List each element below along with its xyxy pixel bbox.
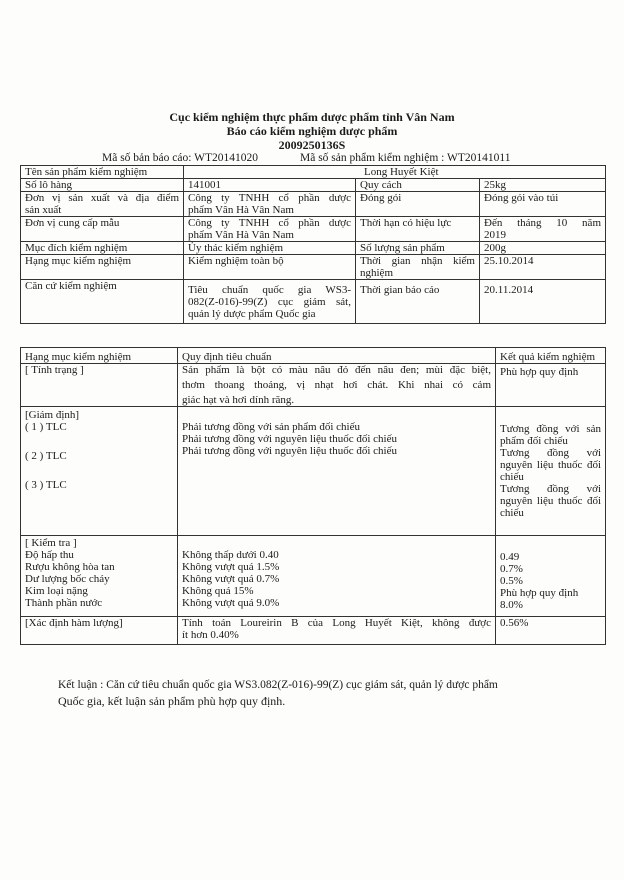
purpose-value: Ủy thác kiểm nghiệm (184, 242, 356, 255)
producer-label (21, 192, 184, 217)
result-line: Tương đồng với (500, 447, 601, 459)
validity-line: Đến tháng 10 năm (484, 217, 601, 229)
test-standard: Không thấp dưới 0.40 (182, 549, 279, 561)
agency-title: Cục kiểm nghiệm thực phẩm dược phẩm tỉnh Vân Nam (169, 110, 455, 124)
test-standard: Không vượt quá 9.0% (182, 597, 280, 609)
test-name: Thành phần nước (25, 597, 103, 609)
test-standard: Không quá 15% (182, 585, 254, 597)
result-line: nguyên liệu thuốc đối (500, 459, 601, 471)
product-code: Mã số sản phẩm kiểm nghiệm : WT20141011 (300, 152, 511, 164)
table-row (21, 536, 606, 617)
tlc-label: ( 2 ) TLC (25, 450, 67, 462)
standard-line: Phải tương đồng với nguyên liệu thuốc đối chiếu (182, 445, 397, 457)
report-number: 2009250136S (278, 138, 346, 152)
producer-line: phẩm Vân Hà Vân Nam (188, 204, 294, 216)
conclusion-line: Kết luận : Căn cứ tiêu chuẩn quốc gia WS3.082(Z-016)-99(Z) cục giám sát, quản lý dược phẩm (58, 679, 498, 691)
identification-standard (178, 407, 496, 536)
identification-result (496, 407, 606, 536)
received-label-line: Thời gian nhận kiểm (360, 255, 475, 267)
standard-line: Phải tương đồng với sản phẩm đối chiếu (182, 421, 360, 433)
batch-label: Số lô hàng (21, 179, 184, 192)
results-table (20, 347, 606, 645)
col-header-item: Hạng mục kiểm nghiệm (21, 348, 178, 364)
validity-label: Thời hạn có hiệu lực (356, 217, 480, 242)
result-line: chiếu (500, 471, 524, 483)
report-title: Báo cáo kiểm nghiệm dược phẩm (226, 124, 398, 138)
tlc-label: ( 3 ) TLC (25, 479, 67, 491)
appearance-standard (178, 364, 496, 407)
received-value: 25.10.2014 (480, 255, 606, 280)
info-table (20, 165, 606, 324)
identification-item (21, 407, 178, 536)
supplier-value (184, 217, 356, 242)
assay-item: [Xác định hàm lượng] (21, 617, 178, 645)
appearance-result: Phù hợp quy định (496, 364, 606, 407)
basis-label: Căn cứ kiểm nghiệm (21, 280, 184, 324)
assay-standard (178, 617, 496, 645)
report-code: Mã số bản báo cáo: WT20141020 (102, 152, 258, 164)
table-row (21, 364, 606, 407)
test-result: Phù hợp quy định (500, 587, 579, 599)
tests-item (21, 536, 178, 617)
test-standard: Không vượt quá 1.5% (182, 561, 280, 573)
result-line: Tương đồng với (500, 483, 601, 495)
report-date-label: Thời gian báo cáo (356, 280, 480, 324)
scope-label: Hạng mục kiểm nghiệm (21, 255, 184, 280)
validity-value (480, 217, 606, 242)
producer-label-line: Đơn vị sản xuất và địa điểm (25, 192, 179, 204)
batch-value: 141001 (184, 179, 356, 192)
standard-line: Phải tương đồng với nguyên liệu thuốc đối chiếu (182, 433, 397, 445)
tests-heading: [ Kiểm tra ] (25, 537, 77, 549)
supplier-line: phẩm Vân Hà Vân Nam (188, 229, 294, 241)
packing-value: Đóng gói vào túi (480, 192, 606, 217)
standard-line: Tính toán Loureirin B của Long Huyết Kiệt, không được (182, 617, 491, 629)
test-result: 8.0% (500, 599, 523, 611)
scope-value: Kiểm nghiệm toàn bộ (184, 255, 356, 280)
table-row (21, 617, 606, 645)
col-header-result: Kết quả kiểm nghiệm (496, 348, 606, 364)
supplier-line: Công ty TNHH cổ phần dược (188, 217, 351, 229)
standard-line: giác hạt và hơi dính răng. (182, 394, 295, 406)
quantity-value: 200g (480, 242, 606, 255)
conclusion (58, 677, 568, 709)
result-line: nguyên liệu thuốc đối (500, 495, 601, 507)
report-date-value: 20.11.2014 (480, 280, 606, 324)
table-row (21, 407, 606, 536)
product-name-value: Long Huyết Kiệt (364, 166, 439, 178)
basis-line: Tiêu chuẩn quốc gia WS3- (188, 284, 351, 296)
test-name: Dư lượng bốc cháy (25, 573, 110, 585)
spec-label: Quy cách (356, 179, 480, 192)
test-result: 0.7% (500, 563, 523, 575)
product-name-label: Tên sản phẩm kiểm nghiệm (21, 166, 184, 179)
result-line: Tương đồng với sản (500, 423, 601, 435)
standard-line: ít hơn 0.40% (182, 629, 239, 641)
producer-line: Công ty TNHH cổ phần dược (188, 192, 351, 204)
basis-value (184, 280, 356, 324)
validity-line: 2019 (484, 229, 506, 241)
test-standard: Không vượt quá 0.7% (182, 573, 280, 585)
test-name: Rượu không hòa tan (25, 561, 115, 573)
appearance-item: [ Tính trạng ] (21, 364, 178, 407)
tlc-label: ( 1 ) TLC (25, 421, 67, 433)
producer-value (184, 192, 356, 217)
result-line: chiếu (500, 507, 524, 519)
assay-result: 0.56% (496, 617, 606, 645)
standard-line: Sản phẩm là bột có màu nâu đỏ đến nâu đen; mùi đặc biệt, (182, 364, 491, 376)
test-result: 0.5% (500, 575, 523, 587)
supplier-label: Đơn vị cung cấp mẫu (21, 217, 184, 242)
conclusion-line: Quốc gia, kết luận sản phẩm phù hợp quy định. (58, 694, 286, 708)
test-name: Kim loại nặng (25, 585, 88, 597)
result-line: phẩm đối chiếu (500, 435, 568, 447)
basis-line: 082(Z-016)-99(Z) cục giám sát, (188, 296, 351, 308)
col-header-standard: Quy định tiêu chuẩn (178, 348, 496, 364)
basis-line: quản lý dược phẩm Quốc gia (188, 308, 316, 320)
tests-standard (178, 536, 496, 617)
spec-value: 25kg (480, 179, 606, 192)
test-result: 0.49 (500, 551, 520, 563)
tests-result (496, 536, 606, 617)
received-label-line: nghiệm (360, 267, 393, 279)
test-name: Độ hấp thu (25, 549, 74, 561)
packing-label: Đóng gói (356, 192, 480, 217)
received-label (356, 255, 480, 280)
quantity-label: Số lượng sản phẩm (356, 242, 480, 255)
producer-label-line: sản xuất (25, 204, 62, 216)
identification-heading: [Giám định] (25, 409, 80, 421)
standard-line: thơm thoang thoảng, vị nhạt hơi chát. Khi nhai có cảm (182, 379, 491, 391)
product-name (184, 166, 606, 179)
purpose-label: Mục đích kiểm nghiệm (21, 242, 184, 255)
